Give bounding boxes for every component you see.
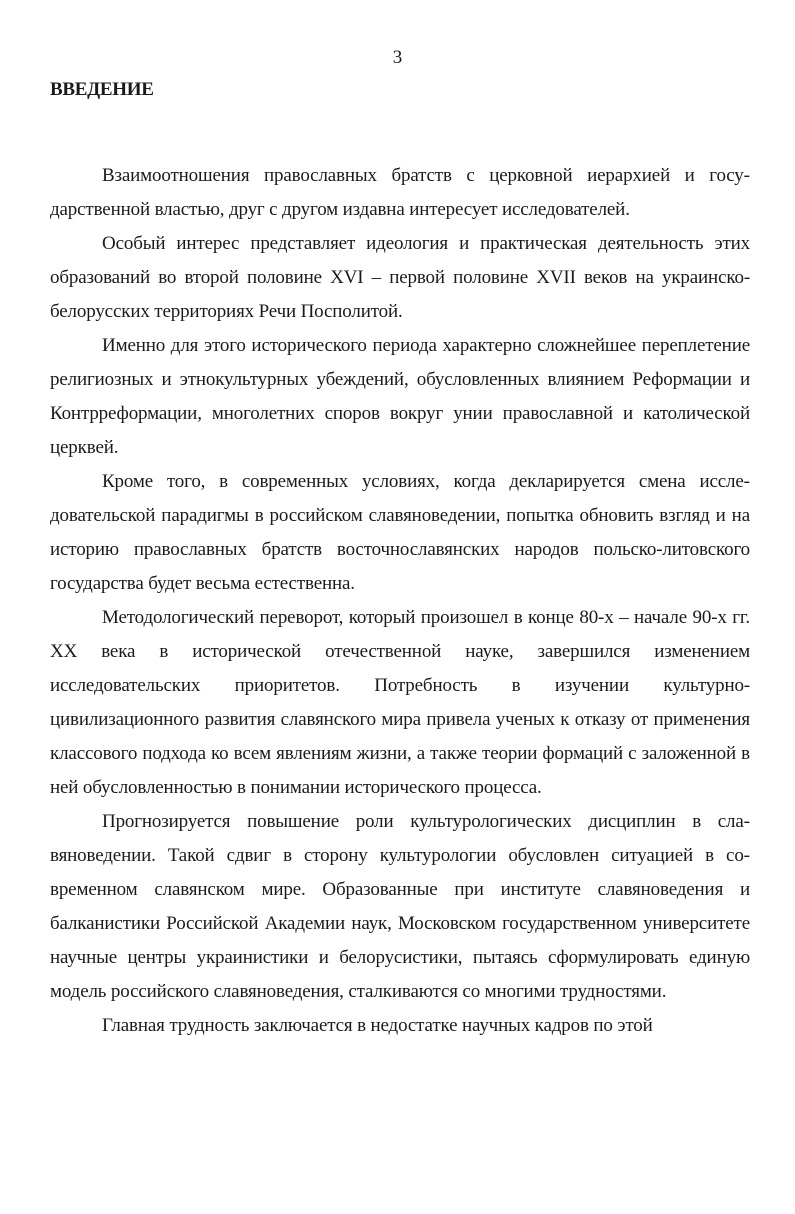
paragraph-6: Прогнозируется повышение роли культурологических дисциплин в славяноведении. Такой сдвиг в сторону культурологии обусловлен ситуацией в современном славянском мире. Образованные при институте славяноведения и балканистики Российской Академии наук, Московском государственном университете научные центры украинистики и белорусистики, пытаясь сформулировать единую модель российского славяноведения, сталкиваются со многими трудностями. xyxy=(50,811,750,1002)
body-text xyxy=(50,159,750,1043)
paragraph-3: Именно для этого исторического периода характерно сложнейшее переплетение религиозных и этнокультурных убеждений, обусловленных влиянием Реформации и Контрреформации, многолетних споров вокруг унии православной и католической церквей. xyxy=(50,335,750,458)
paragraph-7: Главная трудность заключается в недостатке научных кадров по этой xyxy=(102,1015,653,1036)
paragraph-5: Методологический переворот, который произошел в конце 80-х – начале 90-х гг. XX века в исторической отечественной науке, завершился изменением исследовательских приоритетов. Потребность в изучении культурно-цивилизационного развития славянского мира привела ученых к отказу от применения классового подхода ко всем явлениям жизни, а также теории формаций с заложенной в ней обусловленностью в понимании исторического процесса. xyxy=(50,607,750,798)
paragraph-1: Взаимоотношения православных братств с церковной иерархией и государственной властью, друг с другом издавна интересует исследователей. xyxy=(50,165,750,220)
paragraph-4: Кроме того, в современных условиях, когда декларируется смена исследовательской парадигмы в российском славяноведении, попытка обновить взгляд и на историю православных братств восточнославянских народов польско-литовского государства будет весьма естественна. xyxy=(50,471,750,594)
section-heading: ВВЕДЕНИЕ xyxy=(50,79,154,100)
paragraph-2: Особый интерес представляет идеология и практическая деятельность этих образований во второй половине XVI – первой половине XVII веков на украинско-белорусских территориях Речи Посполитой. xyxy=(50,233,750,322)
page-number: 3 xyxy=(392,47,403,68)
